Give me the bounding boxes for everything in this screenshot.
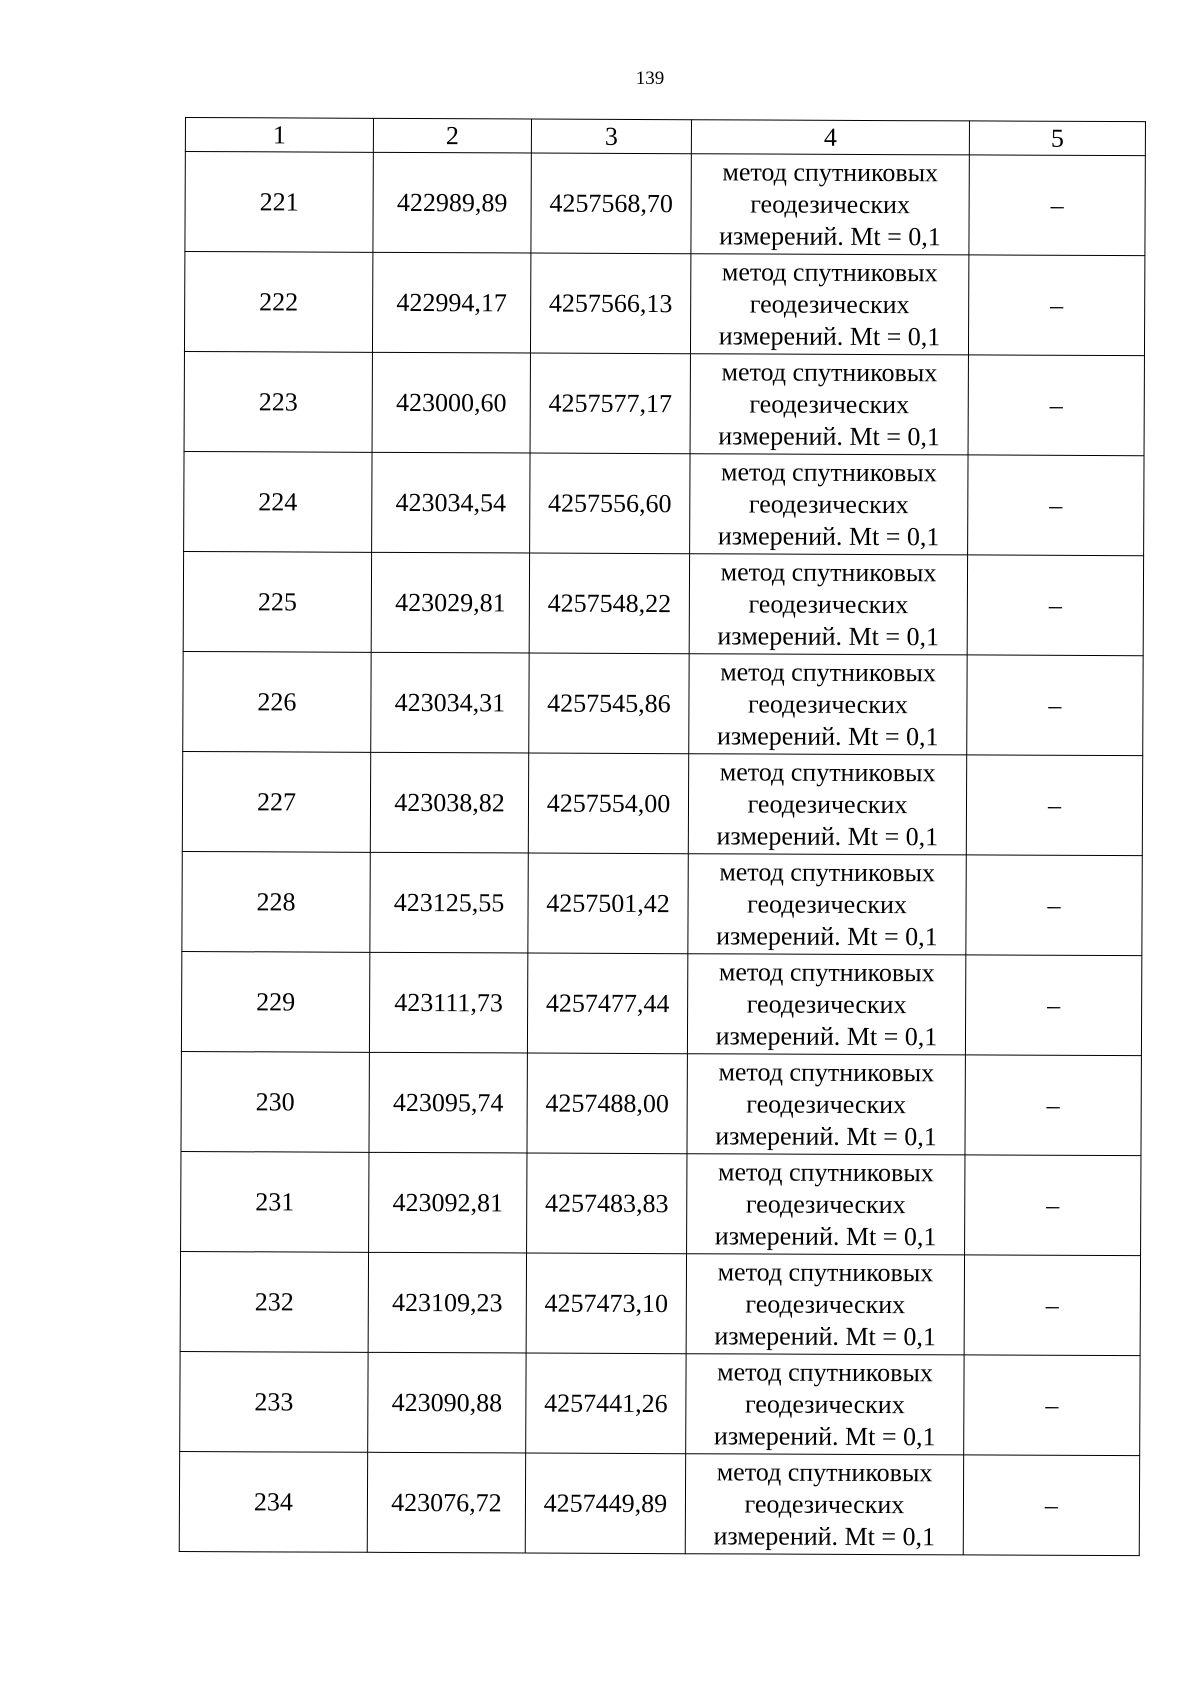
- y-coordinate-cell: 4257577,17: [530, 353, 690, 454]
- method-line: геодезических: [746, 988, 907, 1019]
- method-line: геодезических: [745, 1188, 906, 1219]
- method-cell: [688, 754, 966, 855]
- method-line: измерений. Mt = 0,1: [714, 1320, 937, 1351]
- table-row: [180, 1251, 1140, 1355]
- point-number-cell: 231: [181, 1151, 369, 1252]
- method-line: измерений. Mt = 0,1: [715, 1020, 938, 1051]
- point-number-cell: 222: [184, 252, 372, 353]
- description-cell: –: [968, 455, 1144, 556]
- description-cell: –: [964, 1255, 1140, 1356]
- table-row: [182, 751, 1142, 855]
- description-cell: –: [967, 655, 1143, 756]
- x-coordinate-cell: 423034,54: [372, 452, 530, 553]
- column-header: 5: [969, 121, 1145, 156]
- table-row: [184, 351, 1144, 455]
- point-number-cell: 227: [182, 751, 370, 852]
- point-number-cell: 223: [184, 351, 372, 452]
- method-line: геодезических: [744, 1488, 905, 1519]
- point-number-cell: 224: [184, 451, 372, 552]
- description-cell: –: [967, 555, 1143, 656]
- y-coordinate-cell: 4257473,10: [526, 1253, 686, 1354]
- method-line: измерений. Mt = 0,1: [716, 720, 939, 751]
- x-coordinate-cell: 423109,23: [368, 1252, 526, 1353]
- x-coordinate-cell: 423125,55: [370, 852, 528, 953]
- method-line: измерений. Mt = 0,1: [718, 320, 941, 351]
- method-line: измерений. Mt = 0,1: [713, 1420, 936, 1451]
- method-line: измерений. Mt = 0,1: [717, 520, 940, 551]
- y-coordinate-cell: 4257477,44: [527, 953, 687, 1054]
- method-cell: [688, 854, 966, 955]
- method-line: метод спутниковых: [717, 1356, 933, 1387]
- column-header: 4: [691, 120, 969, 155]
- method-cell: [686, 1254, 964, 1355]
- y-coordinate-cell: 4257449,89: [525, 1453, 685, 1554]
- y-coordinate-cell: 4257568,70: [531, 153, 691, 254]
- point-number-cell: 225: [183, 551, 371, 652]
- method-line: метод спутниковых: [721, 456, 937, 487]
- table-row: [179, 1451, 1139, 1555]
- table-row: [184, 252, 1144, 356]
- y-coordinate-cell: 4257566,13: [530, 253, 690, 354]
- column-header: 1: [185, 118, 373, 153]
- method-line: геодезических: [747, 788, 908, 819]
- method-line: геодезических: [746, 1088, 907, 1119]
- method-line: измерений. Mt = 0,1: [719, 220, 941, 251]
- method-cell: [687, 1154, 965, 1255]
- method-line: геодезических: [748, 488, 909, 519]
- method-line: измерений. Mt = 0,1: [714, 1220, 937, 1251]
- method-line: метод спутниковых: [719, 756, 936, 787]
- table-row: [181, 951, 1141, 1055]
- method-cell: [687, 1054, 965, 1155]
- y-coordinate-cell: 4257556,60: [530, 453, 690, 554]
- table-row: [182, 851, 1142, 955]
- x-coordinate-cell: 423029,81: [371, 552, 529, 653]
- method-cell: [689, 554, 967, 655]
- method-line: геодезических: [747, 888, 907, 919]
- method-line: геодезических: [744, 1388, 905, 1419]
- x-coordinate-cell: 423038,82: [370, 752, 528, 853]
- method-cell: [686, 1354, 964, 1455]
- table-row: [184, 451, 1144, 555]
- method-line: геодезических: [748, 688, 908, 719]
- method-line: измерений. Mt = 0,1: [717, 620, 940, 651]
- point-number-cell: 229: [181, 951, 369, 1052]
- table-row: [183, 651, 1143, 755]
- method-line: метод спутниковых: [720, 556, 937, 587]
- method-line: геодезических: [748, 588, 909, 619]
- method-line: измерений. Mt = 0,1: [716, 820, 939, 851]
- method-line: метод спутниковых: [722, 156, 939, 187]
- method-line: геодезических: [750, 188, 911, 219]
- page-number: 139: [635, 68, 665, 89]
- table-row: [181, 1151, 1141, 1255]
- method-line: геодезических: [745, 1288, 906, 1319]
- point-number-cell: 230: [181, 1051, 369, 1152]
- point-number-cell: 234: [179, 1451, 367, 1552]
- point-number-cell: 226: [183, 651, 371, 752]
- method-line: геодезических: [749, 288, 910, 319]
- method-cell: [690, 254, 968, 355]
- table-row: [181, 1051, 1141, 1155]
- description-cell: –: [964, 1355, 1140, 1456]
- x-coordinate-cell: 423111,73: [369, 952, 527, 1053]
- x-coordinate-cell: 423095,74: [369, 1052, 527, 1153]
- x-coordinate-cell: 423090,88: [368, 1352, 526, 1453]
- method-line: метод спутниковых: [721, 356, 938, 387]
- y-coordinate-cell: 4257554,00: [528, 753, 688, 854]
- method-line: метод спутниковых: [721, 256, 938, 287]
- method-line: метод спутниковых: [720, 656, 936, 687]
- description-cell: –: [966, 855, 1142, 956]
- description-cell: –: [965, 1055, 1141, 1156]
- description-cell: –: [966, 755, 1142, 856]
- x-coordinate-cell: 423076,72: [367, 1452, 525, 1553]
- y-coordinate-cell: 4257488,00: [527, 1053, 687, 1154]
- method-line: метод спутниковых: [718, 1056, 935, 1087]
- description-cell: –: [968, 255, 1144, 356]
- description-cell: –: [968, 355, 1144, 456]
- table-row: [183, 551, 1143, 655]
- point-number-cell: 232: [180, 1251, 368, 1352]
- coordinates-table: [179, 117, 1146, 1556]
- method-line: метод спутниковых: [716, 1456, 933, 1487]
- description-cell: –: [969, 155, 1145, 256]
- method-cell: [691, 154, 969, 255]
- table-header-row: [185, 118, 1145, 156]
- method-cell: [687, 954, 965, 1055]
- point-number-cell: 233: [180, 1351, 368, 1452]
- method-line: измерений. Mt = 0,1: [718, 420, 940, 451]
- y-coordinate-cell: 4257545,86: [529, 653, 689, 754]
- method-line: метод спутниковых: [717, 1156, 934, 1187]
- method-cell: [690, 454, 968, 555]
- y-coordinate-cell: 4257483,83: [527, 1153, 687, 1254]
- method-line: измерений. Mt = 0,1: [716, 920, 938, 951]
- y-coordinate-cell: 4257441,26: [526, 1353, 686, 1454]
- method-line: геодезических: [749, 388, 910, 419]
- method-cell: [690, 354, 968, 455]
- x-coordinate-cell: 423000,60: [372, 352, 530, 453]
- point-number-cell: 228: [182, 851, 370, 952]
- table-row: [180, 1351, 1140, 1455]
- y-coordinate-cell: 4257548,22: [529, 553, 689, 654]
- method-line: измерений. Mt = 0,1: [713, 1520, 936, 1551]
- point-number-cell: 221: [185, 152, 373, 253]
- y-coordinate-cell: 4257501,42: [528, 853, 688, 954]
- x-coordinate-cell: 422989,89: [373, 152, 531, 253]
- method-line: метод спутниковых: [717, 1256, 934, 1287]
- method-line: метод спутниковых: [719, 856, 936, 887]
- table-row: [185, 152, 1145, 256]
- description-cell: –: [963, 1455, 1139, 1556]
- method-cell: [685, 1454, 963, 1555]
- column-header: 3: [531, 119, 691, 154]
- x-coordinate-cell: 423034,31: [371, 652, 529, 753]
- x-coordinate-cell: 422994,17: [372, 252, 530, 353]
- column-header: 2: [373, 118, 531, 153]
- description-cell: –: [965, 955, 1141, 1056]
- method-cell: [689, 654, 967, 755]
- method-line: измерений. Mt = 0,1: [715, 1120, 937, 1151]
- x-coordinate-cell: 423092,81: [369, 1152, 527, 1253]
- table-body: [179, 152, 1145, 1556]
- description-cell: –: [965, 1155, 1141, 1256]
- method-line: метод спутниковых: [718, 956, 935, 987]
